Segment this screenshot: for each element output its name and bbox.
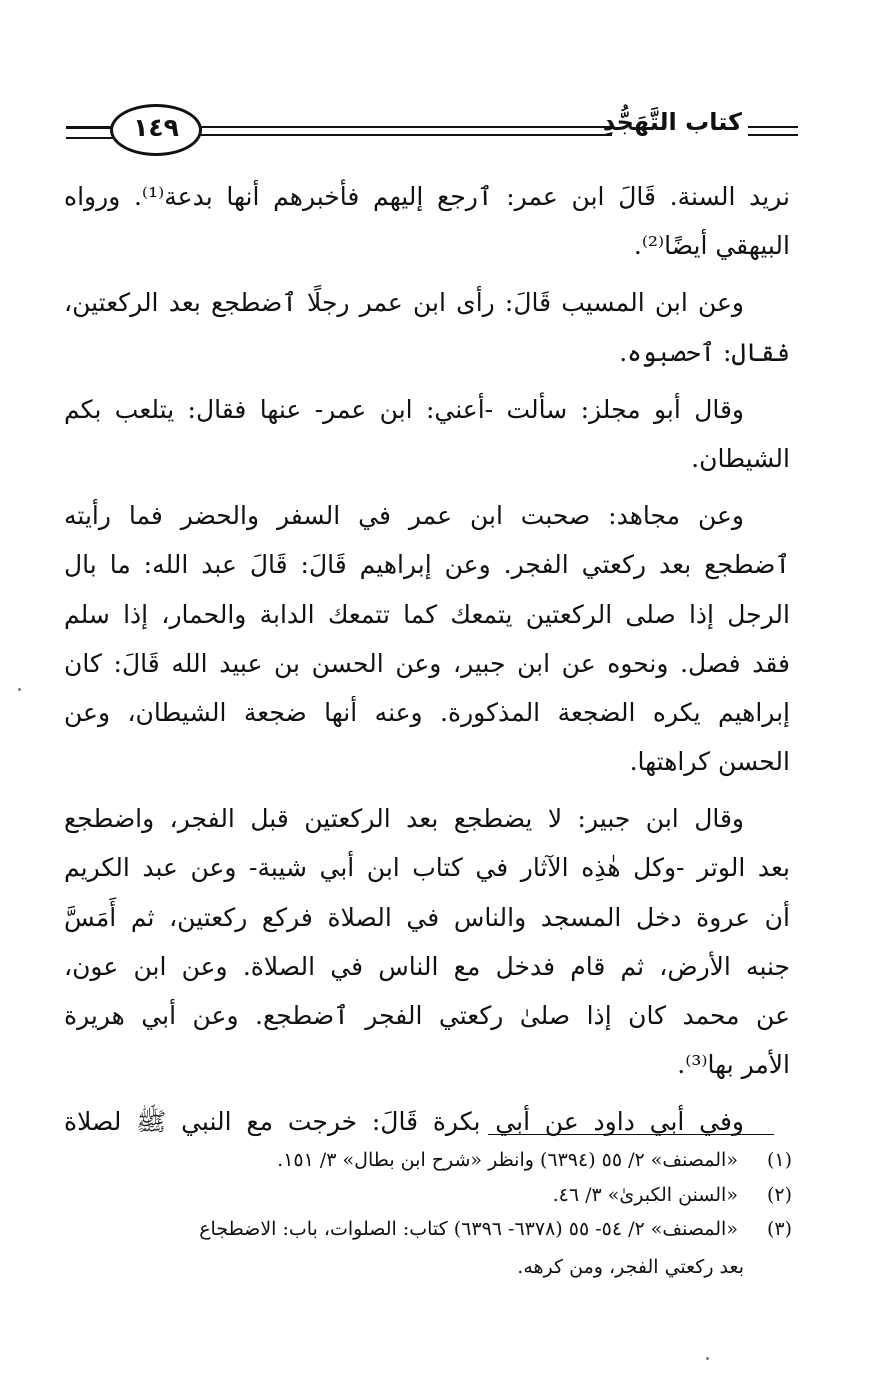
text-line: وعن مجاهد: صحبت ابن عمر في السفر والحضر فما رأيته — [64, 501, 744, 531]
text-line: جنبه الأرض، ثم قام فدخل مع الناس في الصلاة. وعن ابن عون، — [64, 951, 790, 981]
text-line: الأمر بها⁽³⁾. — [677, 1050, 790, 1080]
footnote-text: «السنن الكبرىٰ» ٣/ ٤٦. — [552, 1183, 738, 1206]
text-line: بعد الوتر -وكل هٰذِه الآثار في كتاب ابن أبي شيبة- وعن عبد الكريم — [64, 853, 790, 883]
text-line: وقال أبو مجلز: سألت -أعني: ابن عمر- عنها فقال: يتلعب بكم — [64, 394, 744, 424]
book-title: كتاب التَّهَجُّدِ — [602, 108, 742, 136]
footnote — [60, 1143, 792, 1178]
text-line: الرجل إذا صلى الركعتين يتمعك كما تتمعك الدابة والحمار، إذا سلم — [64, 599, 790, 629]
text-line: وفي أبي داود عن أبي بكرة قَالَ: خرجت مع النبي ﷺ لصلاة — [64, 1107, 744, 1137]
footnote-number: (١) — [766, 1149, 792, 1171]
footnote-separator — [488, 1134, 774, 1135]
header-rule-right — [748, 126, 798, 136]
text-line: فقال: ٱحصبوه. — [619, 337, 790, 367]
scan-speck — [706, 1357, 709, 1360]
footnote-continuation: بعد ركعتي الفجر، ومن كرهه. — [517, 1255, 744, 1278]
footnote-text: «المصنف» ٢/ ٥٥ (٦٣٩٤) وانظر «شرح ابن بطال» ٣/ ١٥١. — [277, 1149, 738, 1171]
footnote — [60, 1212, 792, 1247]
text-line: إبراهيم يكره الضجعة المذكورة. وعنه أنها ضجعة الشيطان، وعن — [64, 697, 790, 727]
text-line: فقد فصل. ونحوه عن ابن جبير، وعن الحسن بن عبيد الله قَالَ: كان — [64, 648, 790, 678]
text-line: وعن ابن المسيب قَالَ: رأى ابن عمر رجلًا ٱضطجع بعد الركعتين، — [64, 288, 744, 318]
main-text — [64, 172, 790, 1147]
page-header — [58, 100, 798, 162]
header-rule — [200, 126, 612, 136]
text-line: عن محمد كان إذا صلىٰ ركعتي الفجر ٱضطجع. وعن أبي هريرة — [64, 1001, 790, 1030]
text-line: أن عروة دخل المسجد والناس في الصلاة فركع ركعتين، ثم أَمَسَّ — [64, 902, 790, 932]
footnote-number: (٣) — [766, 1218, 792, 1240]
footnotes — [60, 1143, 792, 1287]
text-line: وقال ابن جبير: لا يضطجع بعد الركعتين قبل الفجر، واضطجع — [64, 804, 744, 834]
footnote-number: (٢) — [766, 1183, 792, 1206]
text-line: الشيطان. — [691, 443, 790, 473]
text-line: البيهقي أيضًا⁽²⁾. — [633, 231, 790, 261]
scan-speck — [18, 688, 21, 691]
footnote-text: «المصنف» ٢/ ٥٤- ٥٥ (٦٣٧٨- ٦٣٩٦) كتاب: الصلوات، باب: الاضطجاع — [199, 1218, 738, 1240]
footnote — [60, 1178, 792, 1213]
text-line: الحسن كراهتها. — [629, 747, 790, 777]
text-line: ٱضطجع بعد ركعتي الفجر. وعن إبراهيم قَالَ: قَالَ عبد الله: ما بال — [64, 550, 790, 580]
page-number-ornament — [110, 104, 202, 156]
page-number: ١٤٩ — [133, 113, 179, 142]
text-line: نريد السنة. قَالَ ابن عمر: ٱرجع إليهم فأخبرهم أنها بدعة⁽¹⁾. ورواه — [64, 182, 790, 211]
